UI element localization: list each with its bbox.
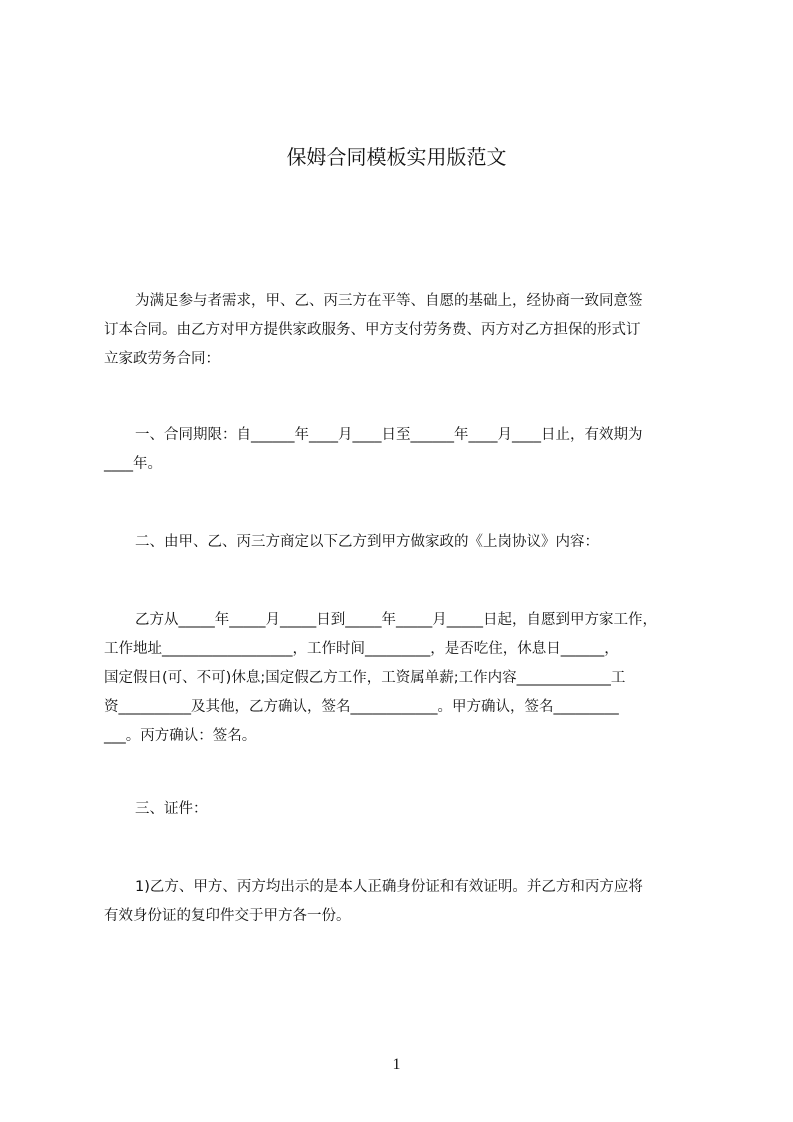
- section-1-contract-term: [104, 421, 708, 479]
- section-1-line: ____年。: [104, 456, 162, 472]
- section-2-heading-text: 二、由甲、乙、丙三方商定以下乙方到甲方做家政的《上岗协议》内容：: [135, 534, 599, 550]
- section-2-body: [104, 606, 708, 751]
- intro-paragraph: [104, 287, 708, 374]
- section-2-line: 乙方从_____年_____月_____日到_____年_____月_____日起，自愿到甲方家工作，: [135, 612, 657, 628]
- section-2-line: 资__________及其他，乙方确认，签名____________。甲方确认，签名_________: [104, 699, 619, 715]
- document-title: 保姆合同模板实用版范文: [286, 145, 507, 169]
- section-3-line: 1)乙方、甲方、丙方均出示的是本人正确身份证和有效证明。并乙方和丙方应将: [135, 879, 643, 895]
- page-number: 1: [392, 1056, 401, 1073]
- section-2-heading: [104, 528, 708, 557]
- intro-line: 立家政劳务合同：: [104, 351, 220, 367]
- section-3-line: 有效身份证的复印件交于甲方各一份。: [104, 908, 351, 924]
- intro-line: 订本合同。由乙方对甲方提供家政服务、甲方支付劳务费、丙方对乙方担保的形式订: [104, 322, 641, 338]
- section-2-line: 工作地址__________________，工作时间_________，是否吃住，休息日______，: [104, 641, 619, 657]
- section-3-heading-text: 三、证件：: [135, 801, 208, 817]
- intro-line: 为满足参与者需求，甲、乙、丙三方在平等、自愿的基础上，经协商一致同意签: [135, 293, 643, 309]
- section-3-heading: [104, 795, 708, 824]
- section-2-line: ___。丙方确认：签名。: [104, 728, 257, 744]
- section-3-item-1: [104, 873, 708, 931]
- section-2-line: 国定假日(可、不可)休息;国定假乙方工作，工资属单薪;工作内容_____________工: [104, 670, 626, 686]
- section-1-line: 一、合同期限：自______年____月____日至______年____月____日止，有效期为: [135, 427, 643, 443]
